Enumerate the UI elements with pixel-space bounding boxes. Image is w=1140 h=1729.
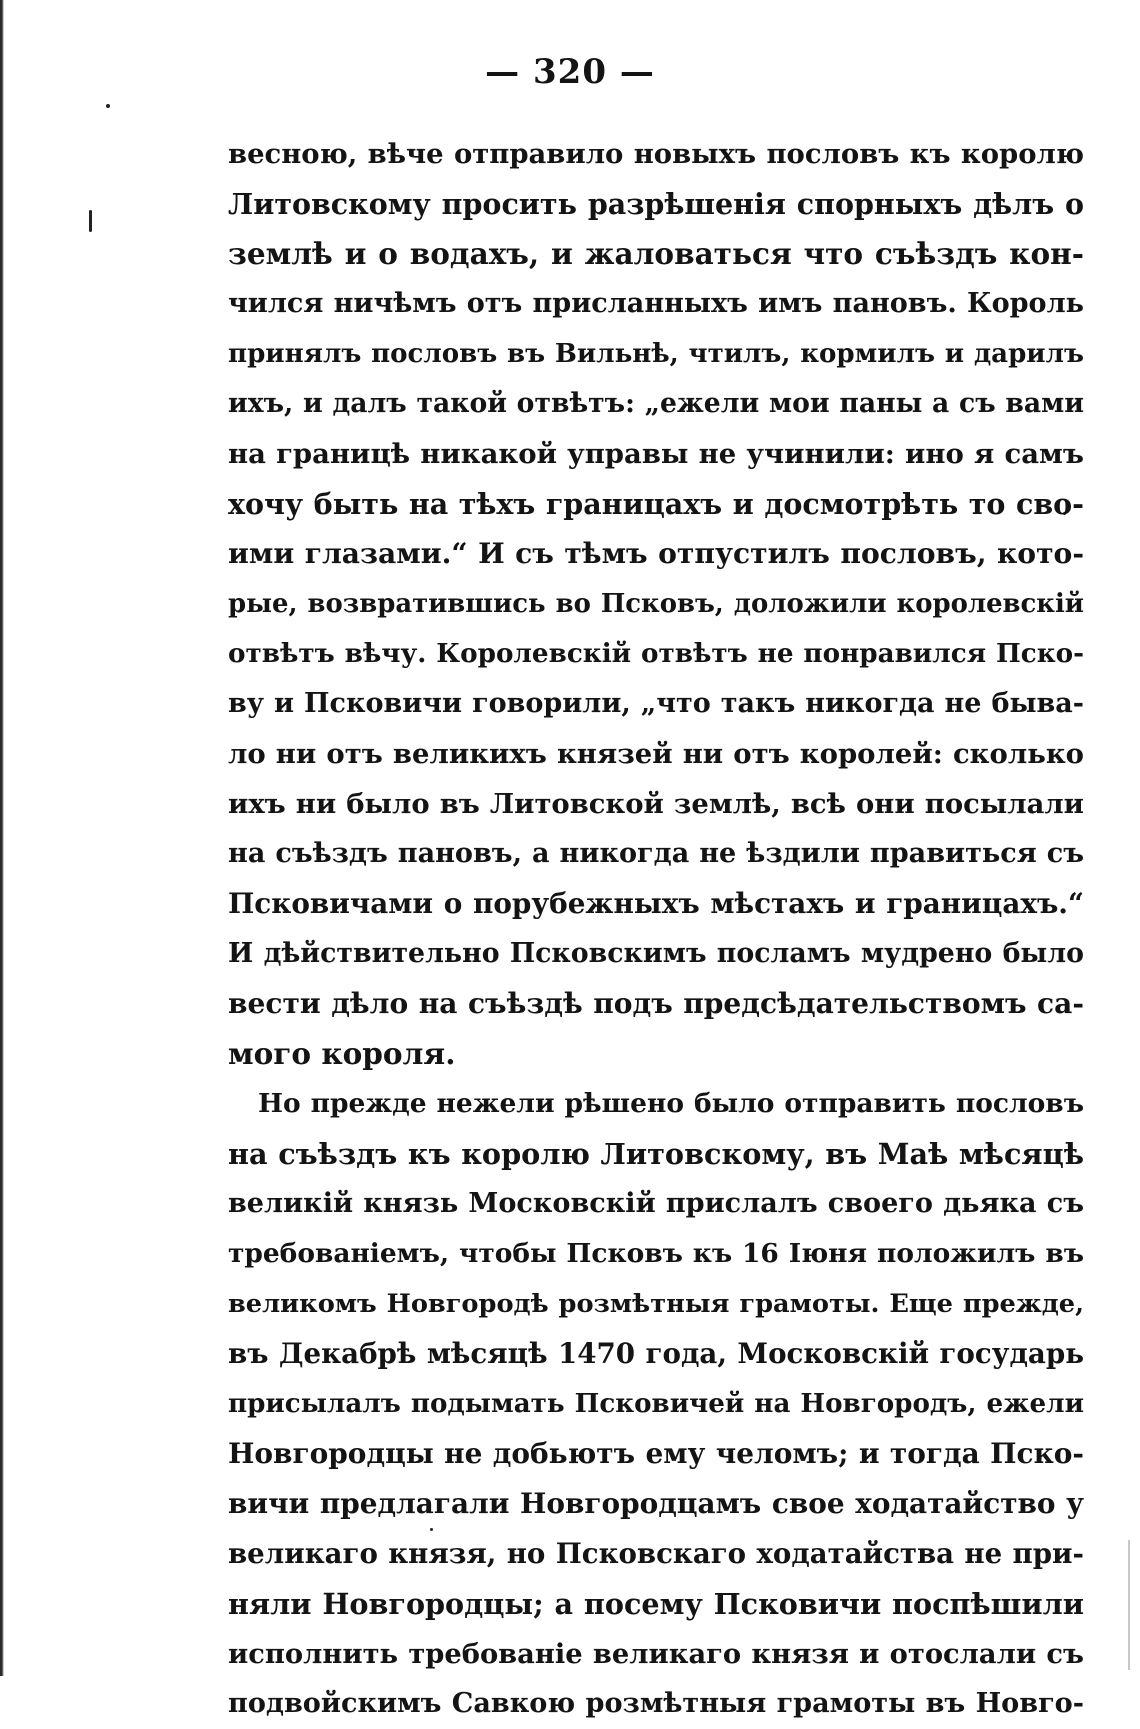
- text-line: великомъ Новгородѣ розмѣтныя грамоты. Еще прежде,: [228, 1289, 1084, 1319]
- text-line: ло ни отъ великихъ князей ни отъ королей: сколько: [228, 738, 1084, 770]
- text-line: вести дѣло на съѣздѣ подъ предсѣдательствомъ са-: [228, 987, 1084, 1020]
- text-line: отвѣтъ вѣчу. Королевскій отвѣтъ не понравился Пско-: [228, 638, 1084, 669]
- paragraph-1: [228, 129, 1084, 1079]
- text-line: Литовскому просить разрѣшенія спорныхъ дѣлъ о: [228, 187, 1084, 221]
- scan-speck: [89, 210, 92, 232]
- text-line: хочу быть на тѣхъ границахъ и досмотрѣть то сво-: [228, 487, 1084, 521]
- text-line: присылалъ подымать Псковичей на Новгородъ, ежели: [228, 1388, 1084, 1419]
- text-line: ву и Псковичи говорили, „что такъ никогда не бывa-: [228, 688, 1084, 719]
- text-line: Псковичами о порубежныхъ мѣстахъ и границахъ.“: [228, 887, 1084, 920]
- text-line: вичи предлагали Новгородцамъ свое ходатайство у: [228, 1487, 1084, 1520]
- text-line: въ Декабрѣ мѣсяцѣ 1470 года, Московскій государь: [228, 1337, 1084, 1370]
- text-line: принялъ пословъ въ Вильнѣ, чтилъ, кормилъ и дарилъ: [228, 339, 1084, 369]
- text-line: землѣ и о водахъ, и жаловаться что съѣздъ кон-: [228, 236, 1084, 271]
- text-line: мого короля.: [228, 1036, 456, 1071]
- text-line: чился ничѣмъ отъ присланныхъ имъ пановъ. Король: [228, 288, 1084, 319]
- body-text: [228, 129, 1084, 1729]
- text-line: требованіемъ, чтобы Псковъ къ 16 Іюня положилъ въ: [228, 1238, 1084, 1269]
- paragraph-2: [228, 1079, 1084, 1729]
- text-line: на съѣздъ пановъ, а никогда не ѣздили правиться съ: [228, 838, 1084, 869]
- text-line: исполнить требованіе великаго князя и отослали съ: [228, 1638, 1084, 1670]
- text-line: И дѣйствительно Псковскимъ посламъ мудрено было: [228, 938, 1084, 969]
- text-line: ихъ, и далъ такой отвѣтъ: „ежели мои паны а съ вами: [228, 388, 1084, 419]
- text-line: няли Новгородцы; а посему Псковичи поспѣшили: [228, 1587, 1084, 1621]
- text-line: великій князь Московскій прислалъ своего дьяка съ: [228, 1188, 1084, 1219]
- text-line: ихъ ни было въ Литовской землѣ, всѣ они посылали: [228, 788, 1084, 820]
- page-number: — 320 —: [485, 52, 655, 92]
- text-line: на границѣ никакой управы не учинили: ино я самъ: [228, 438, 1084, 470]
- scan-speck: [106, 104, 110, 108]
- text-line: Но прежде нежели рѣшено было отправить пословъ: [258, 1088, 1084, 1119]
- text-line: Новгородцы не добьютъ ему челомъ; и тогда Пско-: [228, 1437, 1084, 1470]
- text-line: ими глазами.“ И съ тѣмъ отпустилъ пословъ, кото-: [228, 537, 1084, 570]
- text-line: на съѣздъ къ королю Литовскому, въ Маѣ мѣсяцѣ: [228, 1137, 1084, 1171]
- scan-edge-right: [1128, 1540, 1130, 1670]
- text-line: весною, вѣче отправило новыхъ пословъ къ королю: [228, 138, 1084, 170]
- scan-edge-left: [0, 0, 4, 1676]
- text-line: рые, возвратившись во Псковъ, доложили королевскій: [228, 589, 1084, 619]
- text-line: подвойскимъ Савкою розмѣтныя грамоты въ Новго-: [228, 1688, 1084, 1719]
- text-line: великаго князя, но Псковскаго ходатайства не при-: [228, 1537, 1084, 1570]
